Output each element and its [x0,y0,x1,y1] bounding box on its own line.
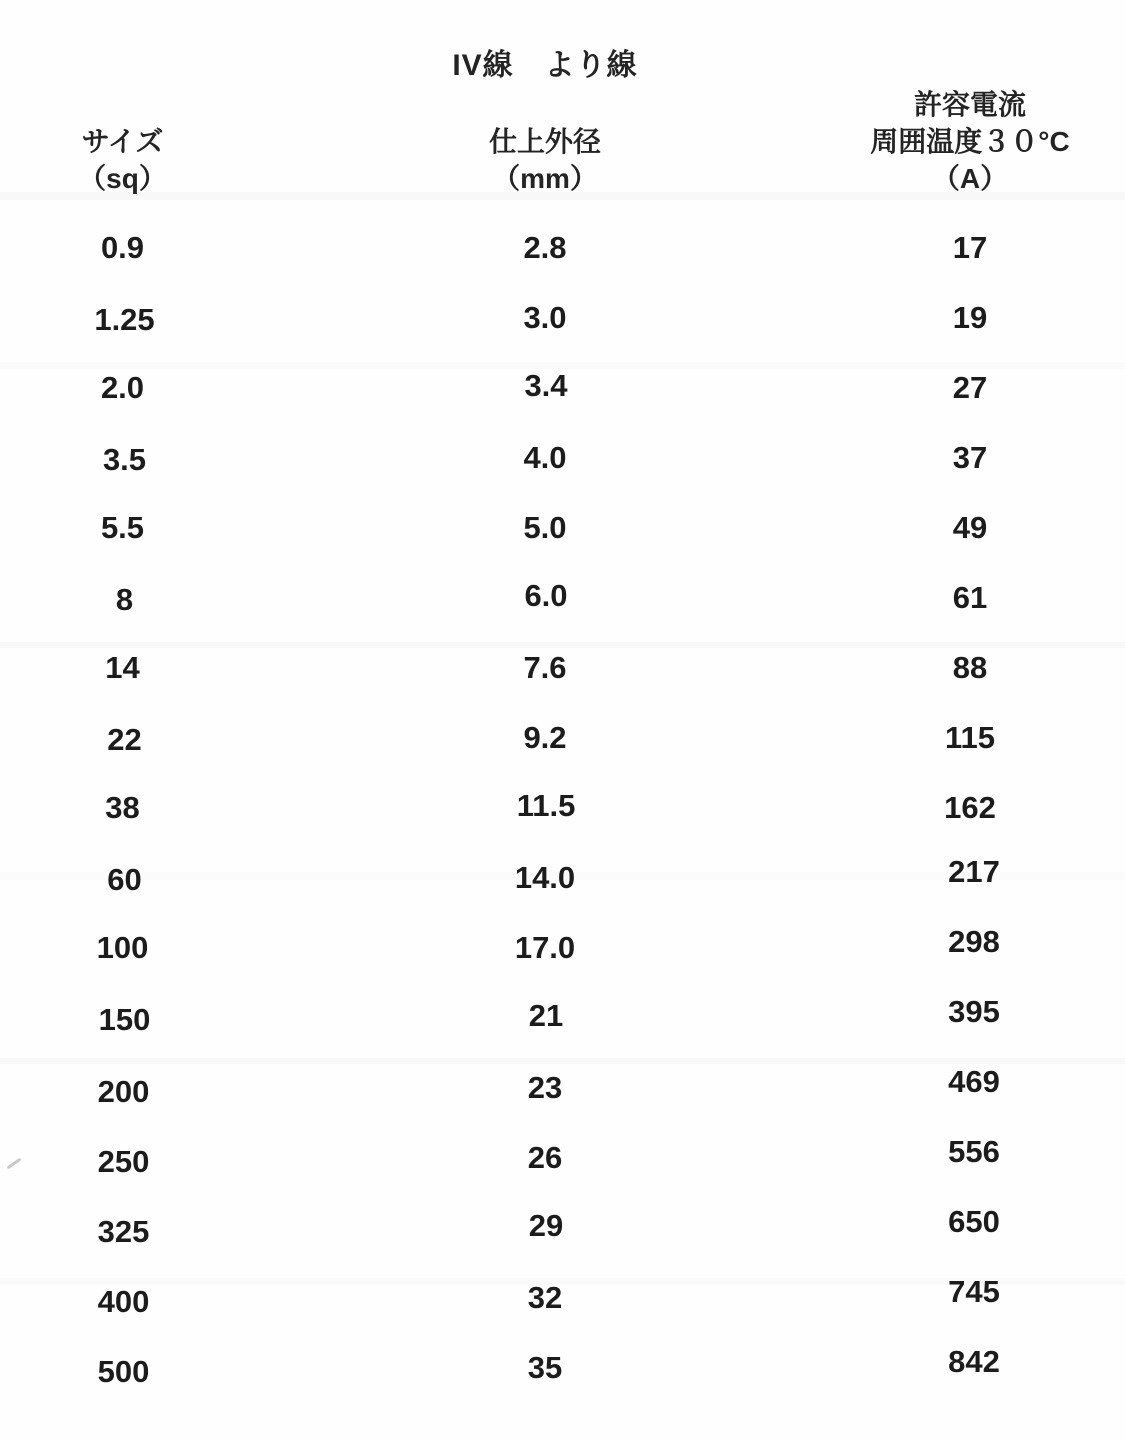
cell-diameter: 29 [528,1208,564,1243]
table-body [0,213,1095,1403]
cell-diameter: 7.6 [523,650,567,685]
column-header-size-name: サイズ [81,126,164,158]
cell-size: 14 [105,650,140,685]
cell-diameter: 2.8 [523,230,567,265]
column-header-diameter-unit: （mm） [492,163,598,195]
cell-diameter: 3.4 [524,368,568,403]
cell-size: 250 [97,1144,150,1179]
cell-current: 217 [948,854,1000,889]
table-row [0,913,1095,983]
cell-diameter: 4.0 [523,440,567,475]
cell-current: 842 [948,1344,1000,1379]
cell-size: 60 [107,862,142,897]
cell-current: 650 [948,1204,1000,1239]
cell-diameter: 23 [527,1070,563,1105]
cell-diameter: 26 [527,1140,563,1175]
cell-diameter: 3.0 [523,300,567,335]
cell-diameter: 14.0 [514,860,576,895]
table-row [0,703,1095,773]
column-header-diameter-name: 仕上外径 [488,126,601,158]
cell-current: 17 [952,230,988,265]
table-row [0,213,1095,283]
column-header-current-unit: （A） [931,163,1009,195]
cell-current: 37 [952,440,988,475]
table-row [0,563,1095,633]
cell-diameter: 32 [527,1280,563,1315]
cell-current: 745 [948,1274,1000,1309]
table-row [0,1053,1095,1123]
table-row [0,493,1095,563]
cell-current: 162 [944,790,996,825]
table-row [0,423,1095,493]
column-header-current-condition: 周囲温度３０°C [870,126,1070,158]
cell-size: 150 [98,1002,151,1037]
table-row [0,1333,1095,1403]
column-header-size-unit: （sq） [78,163,167,195]
cell-size: 100 [96,930,149,965]
cell-size: 8 [115,582,134,617]
cell-current: 395 [948,994,1000,1029]
column-header-current-name: 許容電流 [913,89,1026,121]
table-row [0,983,1095,1053]
column-header-current [845,87,1095,198]
cell-size: 38 [105,790,140,825]
column-header-diameter [245,124,845,198]
cell-current: 556 [948,1134,1000,1169]
table-row [0,1263,1095,1333]
table-row [0,1193,1095,1263]
cell-diameter: 11.5 [516,788,576,823]
cell-current: 469 [948,1064,1000,1099]
cell-current: 27 [952,370,988,405]
cell-current: 19 [952,300,988,335]
cell-diameter: 17.0 [514,930,576,965]
cell-size: 500 [97,1354,150,1389]
cell-current: 61 [952,580,988,615]
page-title: IV線 より線 [452,49,638,82]
table-row [0,843,1095,913]
table-row [0,773,1095,843]
cell-size: 0.9 [100,230,145,265]
table-header-row [0,84,1095,198]
table-row [0,283,1095,353]
cell-size: 1.25 [94,302,155,337]
cell-current: 115 [944,720,995,755]
cell-size: 200 [97,1074,150,1109]
cell-current: 88 [952,650,988,685]
cell-current: 49 [952,510,988,545]
table-row [0,353,1095,423]
cell-size: 22 [107,722,142,757]
table-row [0,633,1095,703]
cell-diameter: 6.0 [524,578,568,613]
cell-diameter: 35 [527,1350,563,1385]
cell-size: 3.5 [102,442,147,477]
cell-diameter: 9.2 [523,720,567,755]
cell-size: 325 [97,1214,150,1249]
cell-size: 400 [97,1284,150,1319]
cell-diameter: 5.0 [523,510,567,545]
table-row [0,1123,1095,1193]
column-header-size [0,124,245,198]
cell-size: 5.5 [100,510,145,545]
cell-current: 298 [948,924,1000,959]
cell-size: 2.0 [100,370,145,405]
cell-diameter: 21 [528,998,564,1033]
